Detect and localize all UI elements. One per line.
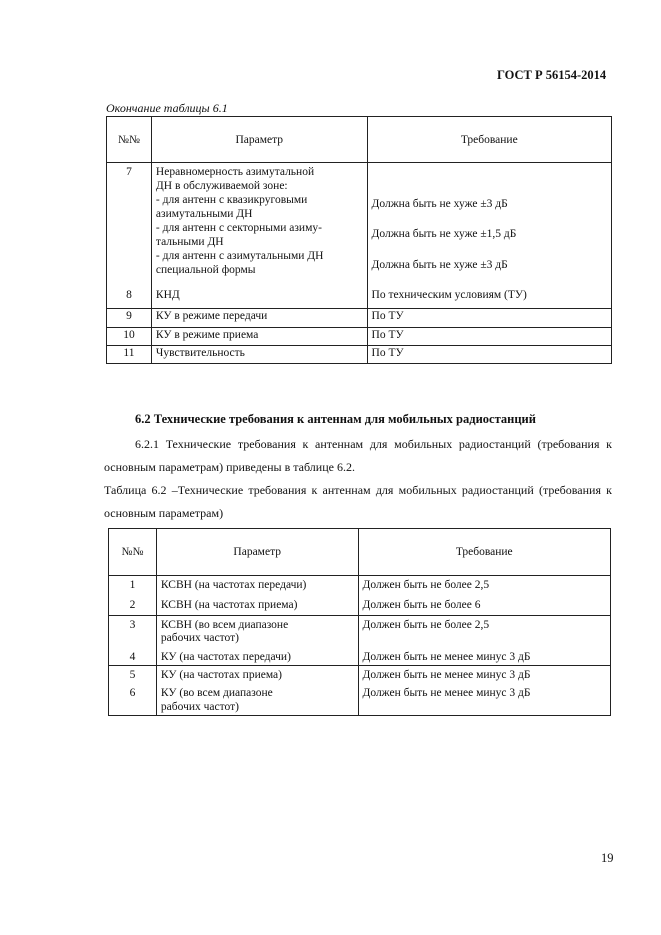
table-row — [107, 345, 612, 363]
table-row — [107, 288, 612, 308]
param-line: ДН в обслуживаемой зоне: — [155, 180, 288, 192]
param-line: КСВН (на частотах приема) — [160, 599, 298, 611]
param-line: - для антенн с секторными азиму- — [155, 222, 322, 234]
param-line: КУ (на частотах передачи) — [160, 651, 291, 663]
param-cell: КУ в режиме передачи — [151, 308, 367, 327]
table2-caption: Таблица 6.2 –Технические требования к антеннам для мобильных радиостанций (требования к основным параметрам) — [104, 483, 612, 520]
param-line: рабочих частот) — [160, 701, 239, 713]
param-line: рабочих частот) — [160, 632, 239, 644]
param-line: азимутальными ДН — [155, 208, 253, 220]
table-row — [107, 327, 612, 345]
section-title: 6.2 Технические требования к антеннам для мобильных радиостанций — [135, 412, 536, 426]
table-row-group — [109, 616, 611, 666]
requirement-text: Должен быть не более 2,5 — [362, 619, 490, 631]
header-parameter: Параметр — [151, 117, 367, 163]
requirement-text: Должен быть не менее минус 3 дБ — [362, 687, 531, 699]
table-row-group — [109, 666, 611, 716]
requirement-cell: По техническим условиям (ТУ) — [367, 288, 611, 308]
header-num: №№ — [107, 117, 152, 163]
row-num: 9 — [107, 308, 152, 327]
row-num: 3 — [129, 619, 136, 631]
header-requirement: Требование — [367, 117, 611, 163]
row-num: 10 — [107, 327, 152, 345]
row-num: 7 — [126, 166, 132, 178]
param-line: КУ (во всем диапазоне — [160, 687, 273, 699]
param-line: КУ (на частотах приема) — [160, 669, 282, 681]
table-header-row — [107, 117, 612, 163]
table1-caption: Окончание таблицы 6.1 — [106, 101, 228, 115]
row-num: 2 — [129, 599, 136, 611]
param-line: специальной формы — [155, 264, 256, 276]
table-6-2 — [108, 528, 611, 716]
param-line: - для антенн с квазикруговыми — [155, 194, 308, 206]
requirement-text: Должен быть не менее минус 3 дБ — [362, 651, 531, 663]
table-6-1 — [106, 116, 612, 364]
requirement-text: Должна быть не хуже ±3 дБ — [371, 198, 508, 210]
row-num: 8 — [107, 288, 152, 308]
param-line: КСВН (во всем диапазоне — [160, 619, 289, 631]
row-num: 11 — [107, 345, 152, 363]
requirement-text: Должен быть не менее минус 3 дБ — [362, 669, 531, 681]
param-line: Неравномерность азимутальной — [155, 166, 315, 178]
row-num: 4 — [129, 651, 136, 663]
table-header-row — [109, 529, 611, 576]
param-line: КСВН (на частотах передачи) — [160, 579, 307, 591]
param-line: - для антенн с азимутальными ДН — [155, 250, 324, 262]
param-cell: Чувствительность — [151, 345, 367, 363]
param-cell: КНД — [151, 288, 367, 308]
header-num: №№ — [109, 529, 157, 576]
table-row-group — [109, 576, 611, 616]
requirement-text: Должна быть не хуже ±3 дБ — [371, 259, 508, 271]
requirement-cell: По ТУ — [367, 345, 611, 363]
section-paragraph: 6.2.1 Технические требования к антеннам для мобильных радиостанций (требования к основным параметрам) приведены в таблице 6.2. — [104, 437, 612, 474]
requirement-text: Должен быть не более 2,5 — [362, 579, 490, 591]
param-line: тальными ДН — [155, 236, 224, 248]
header-parameter: Параметр — [156, 529, 358, 576]
header-requirement: Требование — [358, 529, 611, 576]
requirement-cell: По ТУ — [367, 327, 611, 345]
row-num: 1 — [129, 579, 136, 591]
requirement-text: Должна быть не хуже ±1,5 дБ — [371, 228, 517, 240]
requirement-cell: По ТУ — [367, 308, 611, 327]
row-num: 5 — [129, 669, 136, 681]
param-cell: КУ в режиме приема — [151, 327, 367, 345]
table-row — [107, 308, 612, 327]
page-number: 19 — [601, 851, 614, 865]
row-num: 6 — [129, 687, 136, 699]
document-header: ГОСТ Р 56154-2014 — [497, 68, 607, 82]
requirement-text: Должен быть не более 6 — [362, 599, 481, 611]
table-row — [107, 163, 612, 289]
